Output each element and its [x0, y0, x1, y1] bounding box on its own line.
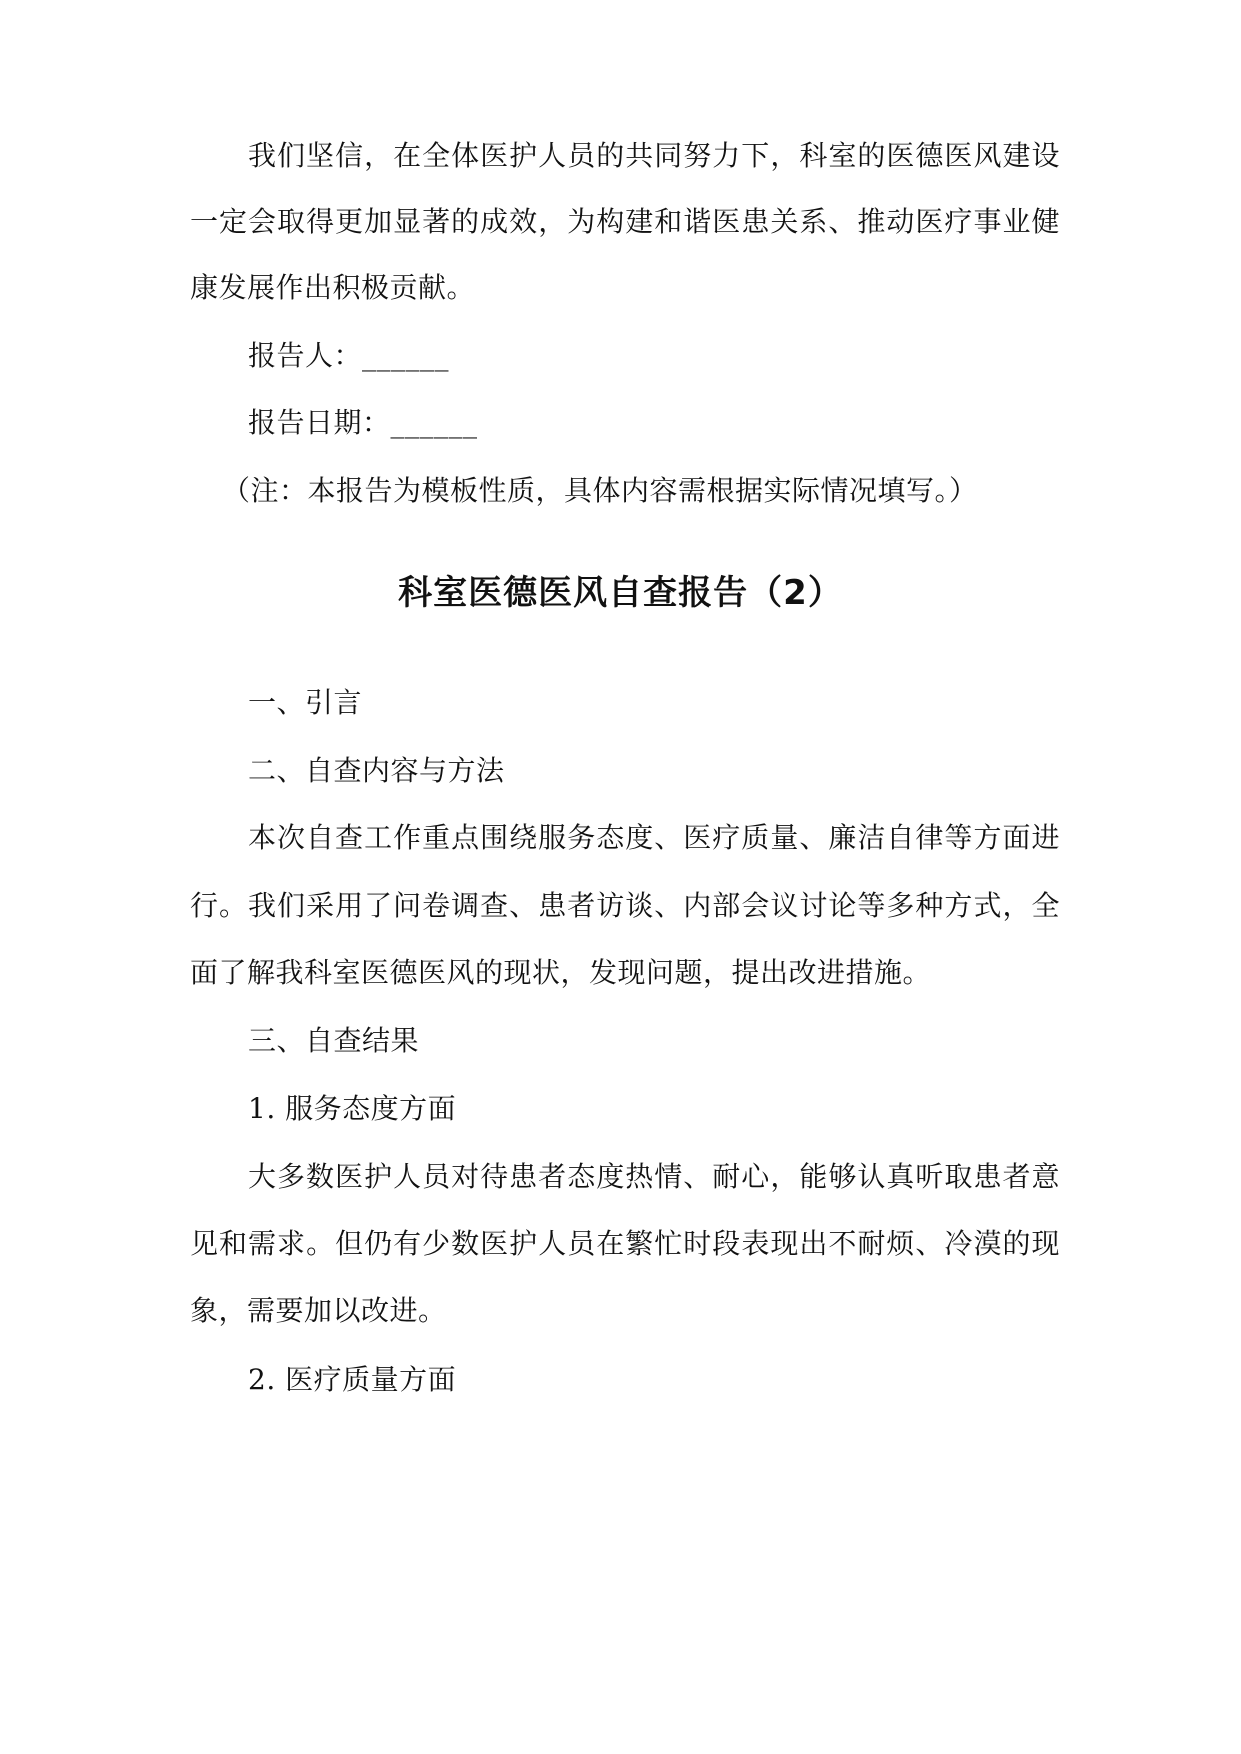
reporter-field: 报告人：______: [248, 339, 450, 372]
content-method-line-1: 本次自查工作重点围绕服务态度、医疗质量、廉洁自律等方面进: [248, 821, 1060, 854]
service-attitude-line-1: 大多数医护人员对待患者态度热情、耐心，能够认真听取患者意: [248, 1160, 1060, 1193]
item-heading-medical-quality: 2. 医疗质量方面: [248, 1363, 457, 1396]
report-title: 科室医德医风自查报告（2）: [398, 573, 843, 613]
closing-paragraph-line-3: 康发展作出积极贡献。: [190, 271, 476, 304]
section-heading-content-method: 二、自查内容与方法: [248, 754, 505, 787]
service-attitude-line-2: 见和需求。但仍有少数医护人员在繁忙时段表现出不耐烦、冷漠的现: [190, 1227, 1060, 1260]
content-method-line-3: 面了解我科室医德医风的现状，发现问题，提出改进措施。: [190, 956, 932, 989]
closing-paragraph-line-2: 一定会取得更加显著的成效，为构建和谐医患关系、推动医疗事业健: [190, 205, 1060, 238]
report-date-field: 报告日期：______: [248, 406, 478, 439]
section-heading-introduction: 一、引言: [248, 686, 363, 719]
closing-paragraph-line-1: 我们坚信，在全体医护人员的共同努力下，科室的医德医风建设: [248, 139, 1060, 172]
section-heading-results: 三、自查结果: [248, 1024, 420, 1057]
template-note: （注：本报告为模板性质，具体内容需根据实际情况填写。）: [222, 474, 978, 507]
item-heading-service-attitude: 1. 服务态度方面: [248, 1092, 457, 1125]
service-attitude-line-3: 象，需要加以改进。: [190, 1294, 447, 1327]
content-method-line-2: 行。我们采用了问卷调查、患者访谈、内部会议讨论等多种方式，全: [190, 889, 1060, 922]
